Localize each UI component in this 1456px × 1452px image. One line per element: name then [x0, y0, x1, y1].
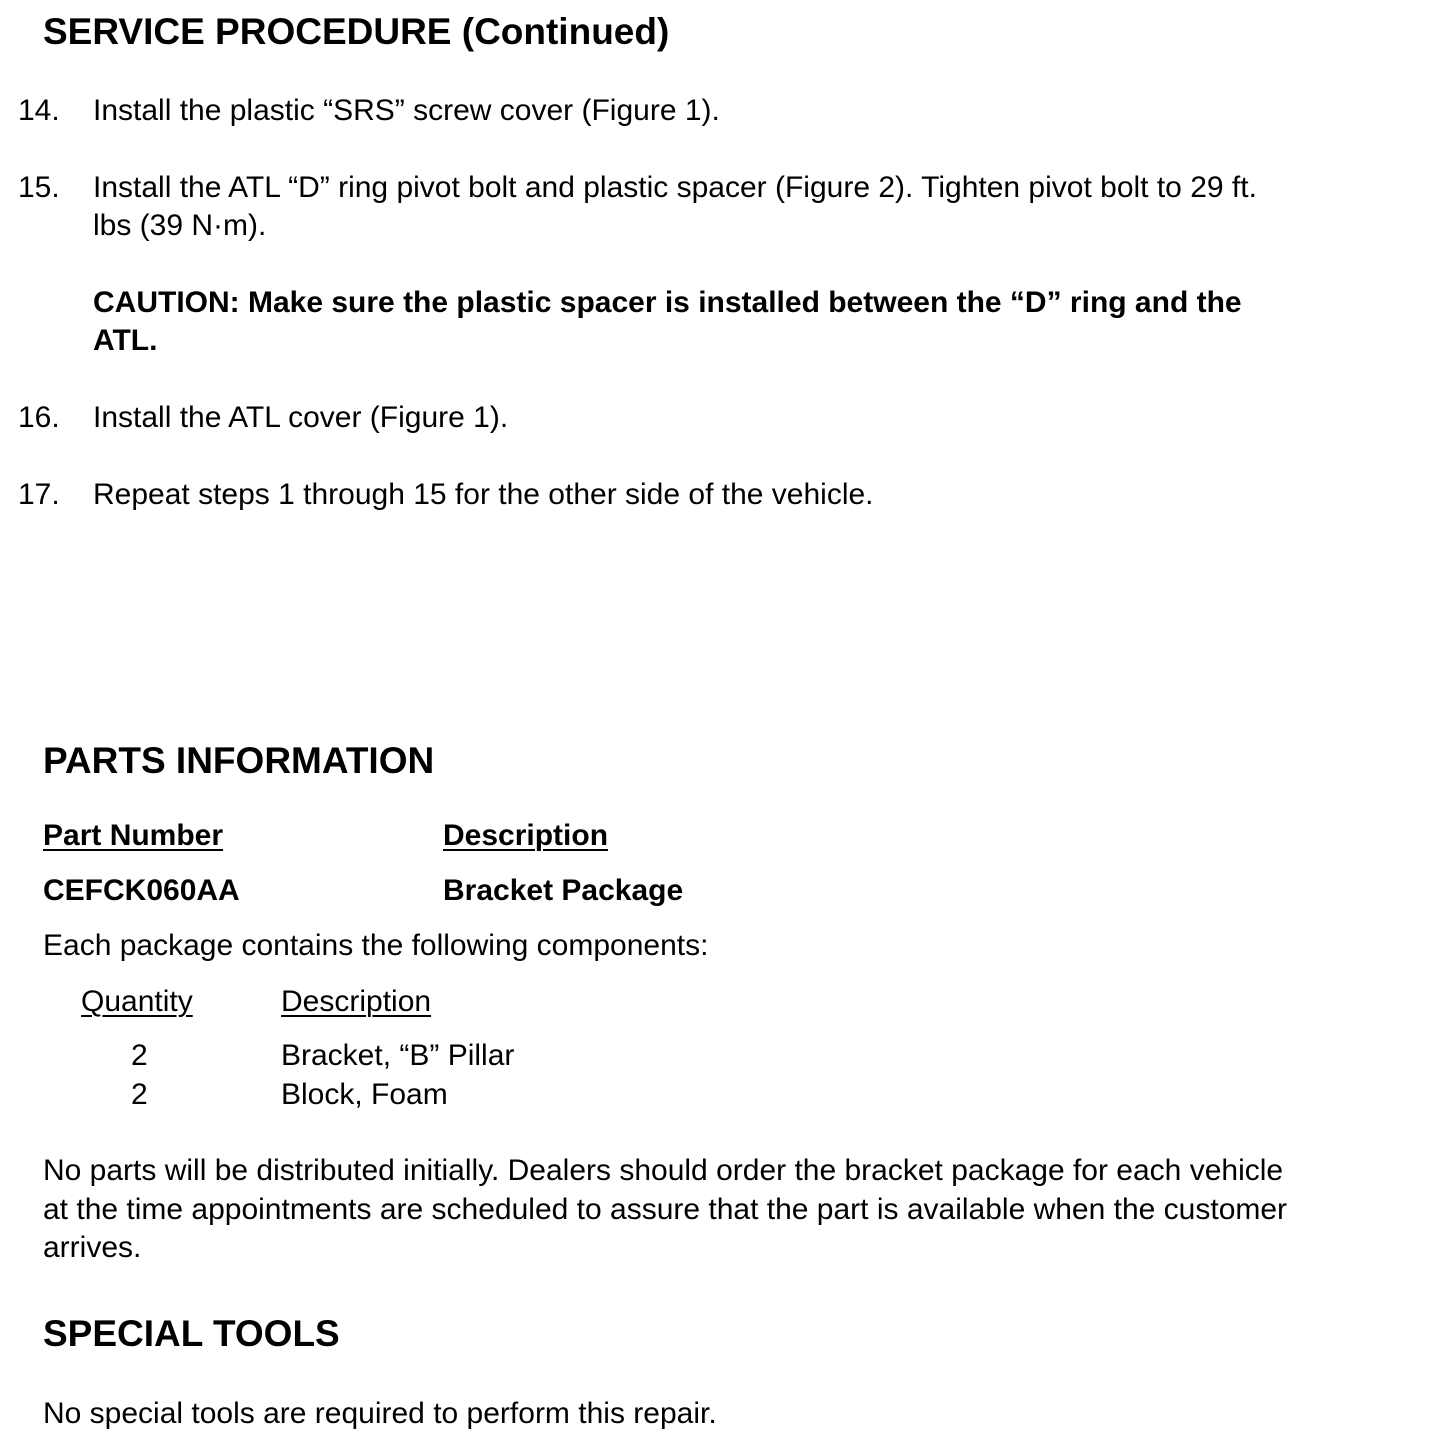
- part-description: Bracket Package: [443, 874, 684, 907]
- step-text-line: Install the ATL “D” ring pivot bolt and plastic spacer (Figure 2). Tighten pivot bolt to 29 ft.: [93, 171, 1257, 204]
- package-contents-intro: Each package contains the following components:: [43, 929, 709, 962]
- parts-note-line: arrives.: [43, 1231, 142, 1264]
- step-number: 14.: [18, 94, 60, 127]
- caution-text-line: ATL.: [93, 324, 158, 357]
- component-description: Block, Foam: [281, 1078, 448, 1111]
- step-number: 15.: [18, 171, 60, 204]
- step-number: 17.: [18, 478, 60, 511]
- section-heading-service-procedure: SERVICE PROCEDURE (Continued): [43, 11, 670, 52]
- column-header-component-description: Description: [281, 985, 432, 1018]
- step-text: Install the plastic “SRS” screw cover (Figure 1).: [93, 94, 720, 127]
- column-header-description: Description: [443, 819, 609, 852]
- caution-text-line: CAUTION: Make sure the plastic spacer is installed between the “D” ring and the: [93, 286, 1242, 319]
- component-description: Bracket, “B” Pillar: [281, 1039, 515, 1072]
- parts-note-line: No parts will be distributed initially. Dealers should order the bracket package for each vehicle: [43, 1154, 1284, 1187]
- component-quantity: 2: [131, 1039, 148, 1072]
- column-header-part-number: Part Number: [43, 819, 224, 852]
- component-quantity: 2: [131, 1078, 148, 1111]
- part-number: CEFCK060AA: [43, 874, 240, 907]
- step-text-line: lbs (39 N·m).: [93, 209, 267, 242]
- section-heading-parts-information: PARTS INFORMATION: [43, 740, 435, 781]
- section-heading-special-tools: SPECIAL TOOLS: [43, 1313, 340, 1354]
- step-text: Install the ATL cover (Figure 1).: [93, 401, 509, 434]
- special-tools-text: No special tools are required to perform this repair.: [43, 1397, 717, 1430]
- column-header-quantity: Quantity: [81, 985, 193, 1018]
- step-text: Repeat steps 1 through 15 for the other side of the vehicle.: [93, 478, 874, 511]
- parts-note-line: at the time appointments are scheduled to assure that the part is available when the customer: [43, 1193, 1288, 1226]
- step-number: 16.: [18, 401, 60, 434]
